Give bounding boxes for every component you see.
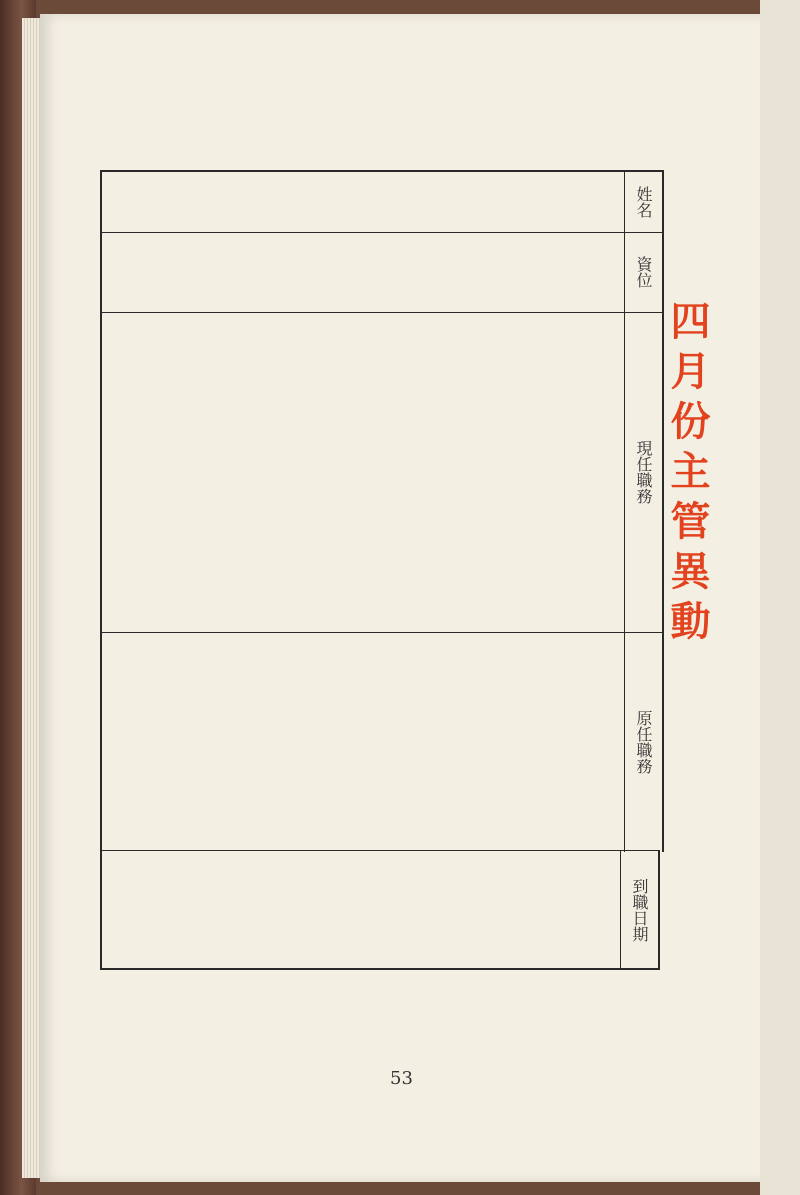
grades-area <box>102 232 624 312</box>
adjacent-page-edge <box>760 0 800 1195</box>
header-name: 姓名 <box>624 172 662 232</box>
names-area <box>102 172 624 232</box>
header-current: 現任職務 <box>624 312 662 632</box>
header-date: 到職日期 <box>620 851 658 969</box>
page-number: 53 <box>390 1068 413 1089</box>
personnel-table <box>100 170 664 852</box>
page-title: 四月份主管異動 <box>664 300 711 650</box>
dates-area <box>100 850 660 970</box>
current-duties-area <box>102 312 624 632</box>
previous-duties-area <box>102 632 624 852</box>
header-previous: 原任職務 <box>624 632 662 852</box>
header-grade: 資位 <box>624 232 662 312</box>
